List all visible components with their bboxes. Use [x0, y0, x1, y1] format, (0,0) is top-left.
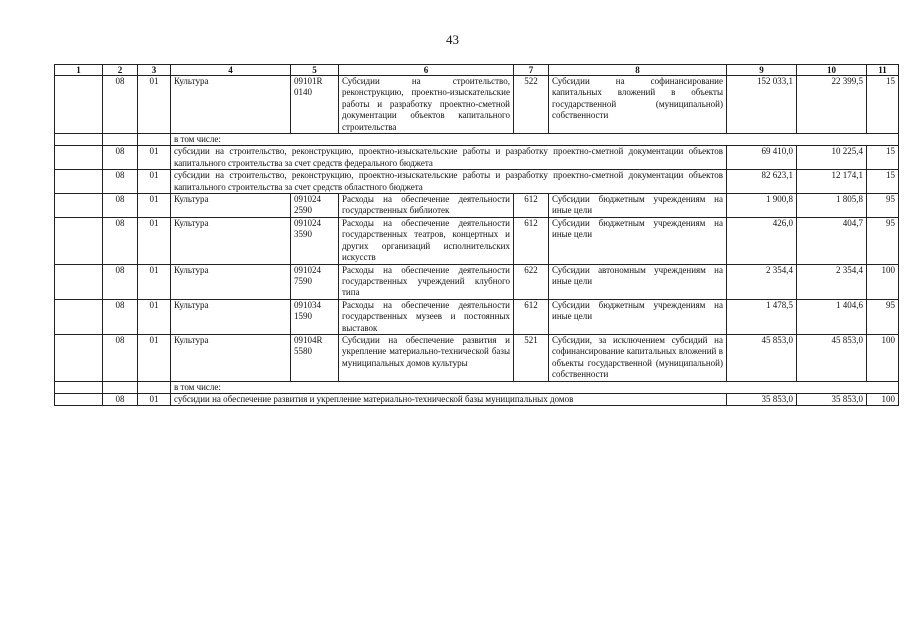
- cell-empty: [55, 393, 103, 405]
- cell-target-code: 091024 7590: [291, 264, 339, 299]
- cell-expense-description: Субсидии бюджетным учреждениям на иные цели: [549, 194, 727, 218]
- cell-amount-share: 10 225,4: [797, 146, 867, 170]
- cell-empty: [55, 76, 103, 134]
- cell-amount: 1 900,8: [727, 194, 797, 218]
- note-text: в том числе:: [171, 134, 899, 146]
- column-number: 5: [291, 65, 339, 76]
- cell-expense-type: 612: [514, 217, 549, 264]
- cell-section: 08: [103, 170, 138, 194]
- cell-expense-type: 612: [514, 299, 549, 334]
- cell-description: субсидии на строительство, реконструкцию, проектно-изыскательские работы и разработку проектно-сметной документации объектов капитального строительства за счет средств федерального бюджета: [171, 146, 727, 170]
- cell-percent: 100: [867, 264, 899, 299]
- cell-expense-description: Субсидии, за исключением субсидий на софинансирование капитальных вложений в объекты государственной (муниципальной) собственности: [549, 334, 727, 381]
- cell-amount-share: 404,7: [797, 217, 867, 264]
- cell-percent: 100: [867, 393, 899, 405]
- cell-empty: [55, 194, 103, 218]
- column-number: 4: [171, 65, 291, 76]
- cell-percent: 95: [867, 299, 899, 334]
- cell-empty: [55, 264, 103, 299]
- cell-target-code: 091034 1590: [291, 299, 339, 334]
- cell-expense-type: 522: [514, 76, 549, 134]
- cell-subsection: 01: [138, 170, 171, 194]
- page-number: 43: [446, 32, 459, 47]
- cell-empty: [55, 134, 103, 146]
- cell-subsection: 01: [138, 264, 171, 299]
- cell-amount: 69 410,0: [727, 146, 797, 170]
- table-row: [55, 334, 899, 381]
- cell-empty: [103, 134, 138, 146]
- cell-expense-type: 612: [514, 194, 549, 218]
- cell-percent: 95: [867, 194, 899, 218]
- cell-amount-share: 35 853,0: [797, 393, 867, 405]
- cell-name: Культура: [171, 299, 291, 334]
- column-number: 7: [514, 65, 549, 76]
- cell-expense-type: 521: [514, 334, 549, 381]
- cell-empty: [55, 381, 103, 393]
- cell-description: Субсидии на строительство, реконструкцию, проектно-изыскательские работы и разработку проектно-сметной документации объектов капитального строительства: [339, 76, 514, 134]
- cell-empty: [138, 381, 171, 393]
- cell-amount-share: 22 399,5: [797, 76, 867, 134]
- cell-subsection: 01: [138, 299, 171, 334]
- cell-section: 08: [103, 334, 138, 381]
- table-subrow: [55, 393, 899, 405]
- cell-subsection: 01: [138, 334, 171, 381]
- column-number: 3: [138, 65, 171, 76]
- column-number: 8: [549, 65, 727, 76]
- cell-section: 08: [103, 217, 138, 264]
- cell-subsection: 01: [138, 146, 171, 170]
- column-number: 9: [727, 65, 797, 76]
- cell-expense-description: Субсидии на софинансирование капитальных вложений в объекты государственной (муниципальной) собственности: [549, 76, 727, 134]
- cell-name: Культура: [171, 194, 291, 218]
- cell-name: Культура: [171, 264, 291, 299]
- cell-percent: 15: [867, 170, 899, 194]
- cell-section: 08: [103, 194, 138, 218]
- cell-subsection: 01: [138, 194, 171, 218]
- cell-percent: 15: [867, 76, 899, 134]
- cell-description: Расходы на обеспечение деятельности государственных учреждений клубного типа: [339, 264, 514, 299]
- cell-section: 08: [103, 76, 138, 134]
- cell-description: субсидии на строительство, реконструкцию, проектно-изыскательские работы и разработку проектно-сметной документации объектов капитального строительства за счет средств областного бюджета: [171, 170, 727, 194]
- cell-description: Расходы на обеспечение деятельности государственных театров, концертных и других организаций исполнительских искусств: [339, 217, 514, 264]
- table-row: [55, 76, 899, 134]
- cell-target-code: 09104R 5580: [291, 334, 339, 381]
- cell-subsection: 01: [138, 217, 171, 264]
- cell-target-code: 091024 2590: [291, 194, 339, 218]
- cell-amount: 45 853,0: [727, 334, 797, 381]
- table-note-row: [55, 381, 899, 393]
- cell-subsection: 01: [138, 76, 171, 134]
- cell-amount: 152 033,1: [727, 76, 797, 134]
- cell-percent: 100: [867, 334, 899, 381]
- cell-amount: 35 853,0: [727, 393, 797, 405]
- cell-target-code: 091024 3590: [291, 217, 339, 264]
- table-subrow: [55, 146, 899, 170]
- cell-section: 08: [103, 146, 138, 170]
- cell-name: Культура: [171, 76, 291, 134]
- cell-target-code: 09101R 0140: [291, 76, 339, 134]
- cell-empty: [55, 299, 103, 334]
- column-number: 10: [797, 65, 867, 76]
- cell-description: Расходы на обеспечение деятельности государственных музеев и постоянных выставок: [339, 299, 514, 334]
- cell-empty: [55, 170, 103, 194]
- cell-name: Культура: [171, 334, 291, 381]
- cell-expense-description: Субсидии бюджетным учреждениям на иные цели: [549, 299, 727, 334]
- column-number: 6: [339, 65, 514, 76]
- cell-amount-share: 45 853,0: [797, 334, 867, 381]
- cell-amount-share: 1 805,8: [797, 194, 867, 218]
- cell-description: субсидии на обеспечение развития и укрепление материально-технической базы муниципальных домов: [171, 393, 727, 405]
- table-row: [55, 217, 899, 264]
- cell-expense-type: 622: [514, 264, 549, 299]
- table-row: [55, 194, 899, 218]
- column-number: 1: [55, 65, 103, 76]
- cell-expense-description: Субсидии бюджетным учреждениям на иные цели: [549, 217, 727, 264]
- cell-percent: 95: [867, 217, 899, 264]
- cell-section: 08: [103, 264, 138, 299]
- cell-empty: [138, 134, 171, 146]
- cell-description: Субсидии на обеспечение развития и укрепление материально-технической базы муниципальных домов культуры: [339, 334, 514, 381]
- cell-section: 08: [103, 393, 138, 405]
- cell-amount: 2 354,4: [727, 264, 797, 299]
- column-number-row: [55, 65, 899, 76]
- table-row: [55, 299, 899, 334]
- column-number: 2: [103, 65, 138, 76]
- cell-empty: [55, 217, 103, 264]
- cell-amount-share: 12 174,1: [797, 170, 867, 194]
- cell-subsection: 01: [138, 393, 171, 405]
- cell-expense-description: Субсидии автономным учреждениям на иные цели: [549, 264, 727, 299]
- cell-percent: 15: [867, 146, 899, 170]
- cell-amount: 426,0: [727, 217, 797, 264]
- column-number: 11: [867, 65, 899, 76]
- table-row: [55, 264, 899, 299]
- table-subrow: [55, 170, 899, 194]
- cell-amount-share: 1 404,6: [797, 299, 867, 334]
- cell-empty: [55, 334, 103, 381]
- cell-amount-share: 2 354,4: [797, 264, 867, 299]
- cell-name: Культура: [171, 217, 291, 264]
- cell-section: 08: [103, 299, 138, 334]
- cell-empty: [55, 146, 103, 170]
- cell-description: Расходы на обеспечение деятельности государственных библиотек: [339, 194, 514, 218]
- cell-amount: 82 623,1: [727, 170, 797, 194]
- table-note-row: [55, 134, 899, 146]
- note-text: в том числе:: [171, 381, 899, 393]
- budget-table: [54, 64, 899, 406]
- cell-amount: 1 478,5: [727, 299, 797, 334]
- cell-empty: [103, 381, 138, 393]
